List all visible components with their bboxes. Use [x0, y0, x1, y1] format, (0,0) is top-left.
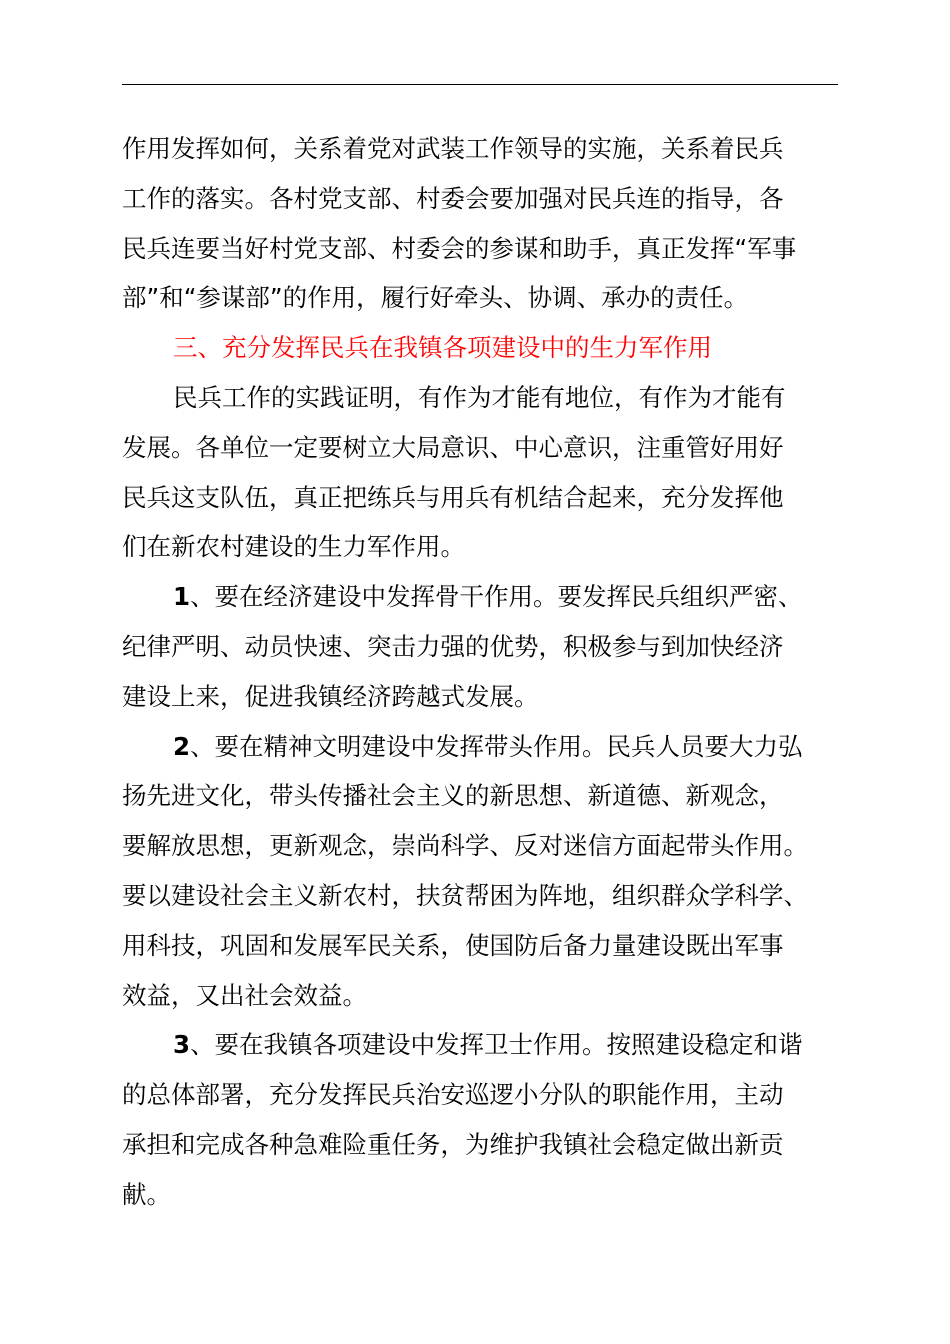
text-line: 们在新农村建设的生力军作用。 [122, 532, 465, 562]
document-body [122, 124, 842, 1220]
text-line: 效益，又出社会效益。 [122, 980, 367, 1010]
section-heading-text: 三、充分发挥民兵在我镇各项建设中的生力军作用 [173, 333, 712, 363]
paragraph-continuation [122, 124, 842, 323]
paragraph-body [122, 373, 842, 572]
text-line [122, 722, 842, 772]
text-line: 要以建设社会主义新农村，扶贫帮困为阵地，组织群众学科学、 [122, 880, 808, 910]
numbered-item-1 [122, 572, 842, 721]
text-line: 民兵这支队伍，真正把练兵与用兵有机结合起来，充分发挥他 [122, 482, 784, 512]
numbered-item-3 [122, 1020, 842, 1219]
text-line: 工作的落实。各村党支部、村委会要加强对民兵连的指导，各 [122, 183, 784, 213]
text-line: 部”和“参谋部”的作用，履行好牵头、协调、承办的责任。 [122, 283, 749, 313]
text-line: 纪律严明、动员快速、突击力强的优势，积极参与到加快经济 [122, 631, 784, 661]
text-line: 献。 [122, 1179, 171, 1209]
item-text: 、要在经济建设中发挥骨干作用。要发挥民兵组织严密、 [190, 582, 803, 612]
section-heading [122, 323, 842, 373]
text-line: 民兵连要当好村党支部、村委会的参谋和助手，真正发挥“军事 [122, 233, 797, 263]
text-line [122, 1020, 842, 1070]
text-line: 建设上来，促进我镇经济跨越式发展。 [122, 681, 539, 711]
text-line: 要解放思想，更新观念，崇尚科学、反对迷信方面起带头作用。 [122, 831, 808, 861]
item-number: 3 [173, 1030, 191, 1060]
text-line: 扬先进文化，带头传播社会主义的新思想、新道德、新观念， [122, 781, 784, 811]
text-line: 的总体部署，充分发挥民兵治安巡逻小分队的职能作用，主动 [122, 1080, 784, 1110]
text-line: 作用发挥如何，关系着党对武装工作领导的实施，关系着民兵 [122, 134, 784, 163]
text-line: 承担和完成各种急难险重任务，为维护我镇社会稳定做出新贡 [122, 1129, 784, 1159]
item-text: 、要在精神文明建设中发挥带头作用。民兵人员要大力弘 [190, 731, 803, 761]
text-line: 发展。各单位一定要树立大局意识、中心意识，注重管好用好 [122, 432, 784, 462]
text-line [122, 572, 842, 622]
item-number: 1 [173, 582, 191, 612]
text-line: 民兵工作的实践证明，有作为才能有地位，有作为才能有 [173, 382, 786, 412]
numbered-item-2 [122, 722, 842, 1021]
text-line: 用科技，巩固和发展军民关系，使国防后备力量建设既出军事 [122, 930, 784, 960]
item-text: 、要在我镇各项建设中发挥卫士作用。按照建设稳定和谐 [190, 1030, 803, 1060]
item-number: 2 [173, 731, 191, 761]
header-rule [122, 84, 838, 85]
